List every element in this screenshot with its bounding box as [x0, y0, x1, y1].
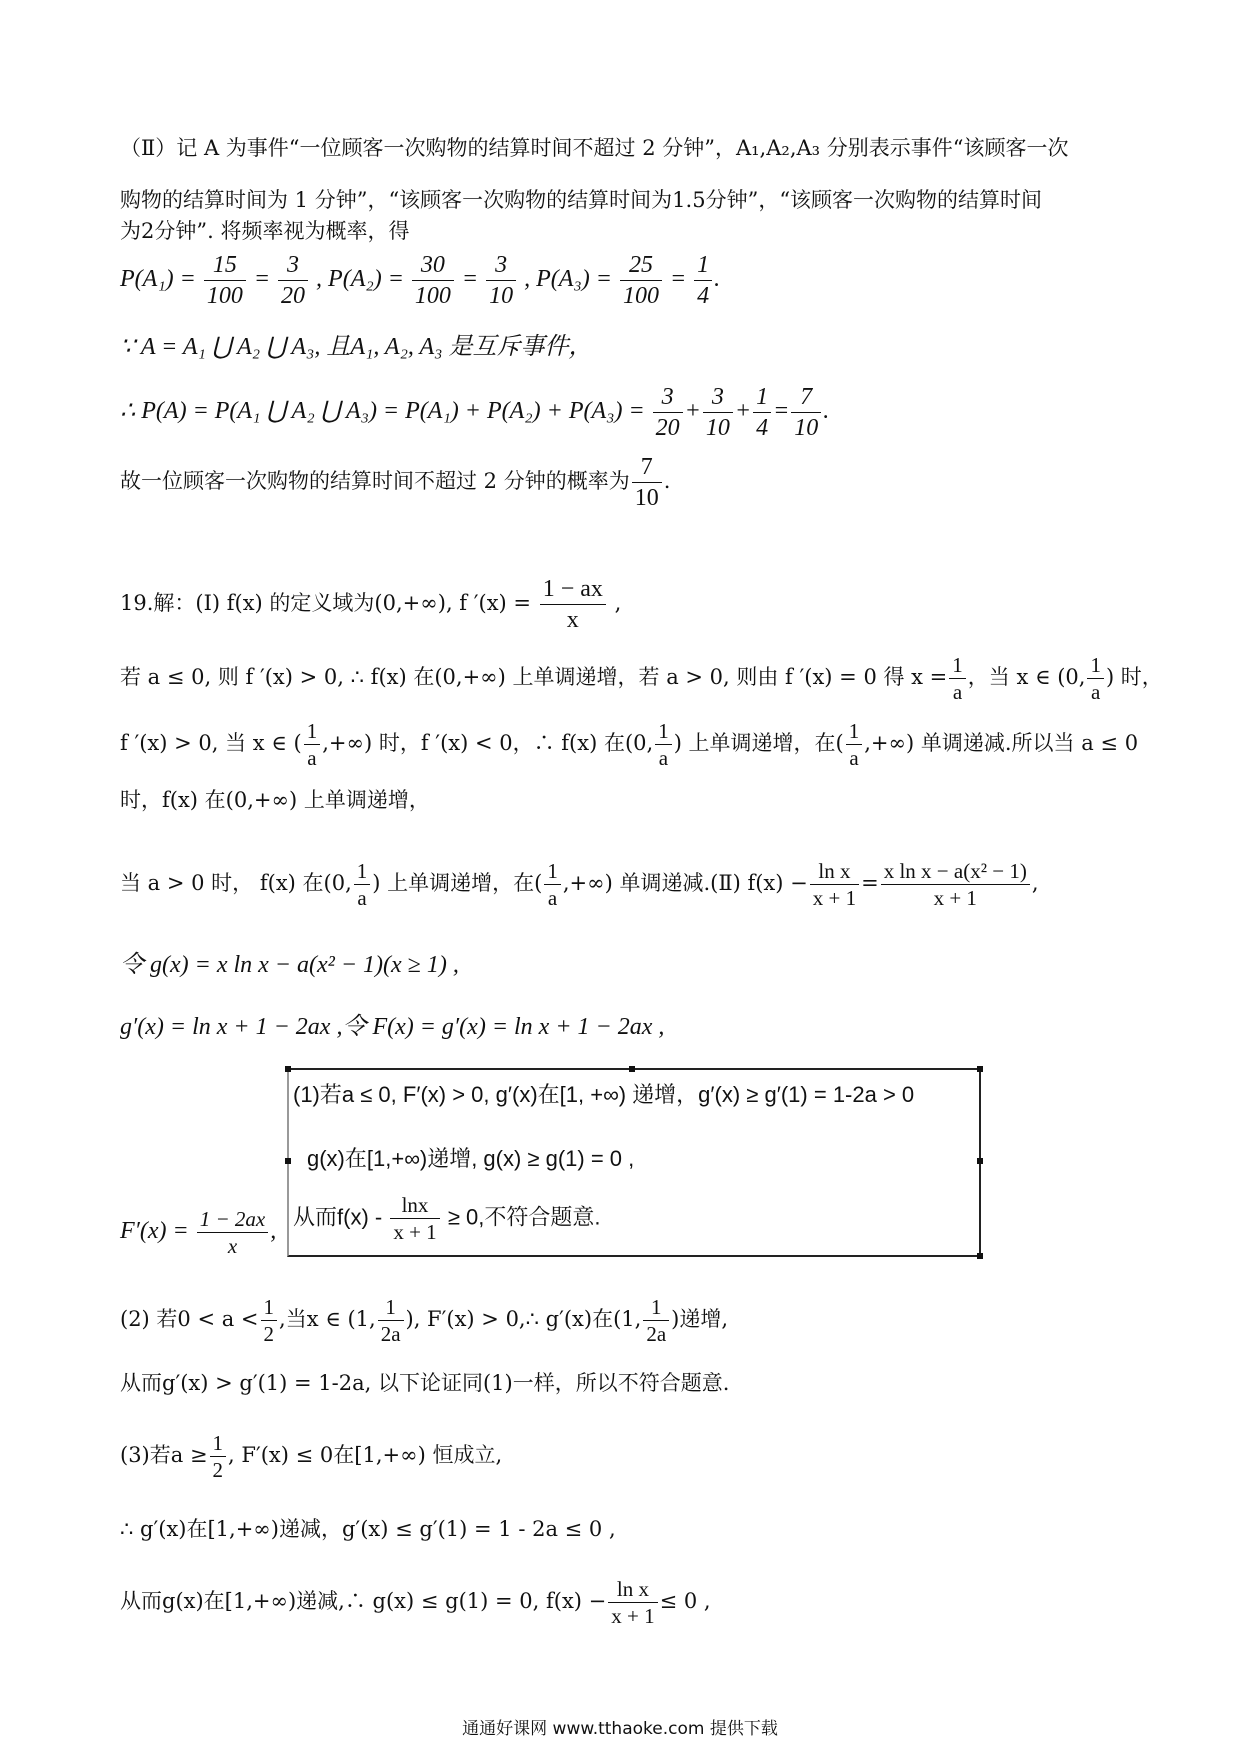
fraction	[810, 858, 859, 911]
numerator: 1	[378, 1294, 404, 1321]
text-segment: ,当x ∈ (1,	[279, 1307, 376, 1331]
case-three-line	[120, 1430, 502, 1483]
fraction	[632, 452, 662, 513]
denominator: 100	[414, 283, 451, 309]
numerator: 15	[204, 250, 246, 281]
fraction	[703, 382, 733, 443]
denominator: x	[227, 1234, 238, 1258]
denominator: 4	[756, 415, 769, 441]
numerator: 3	[486, 250, 516, 281]
text-segment: ≤ 0 ,	[659, 1589, 711, 1613]
numerator: 7	[632, 452, 662, 483]
text-segment: )递增,	[671, 1307, 729, 1331]
text-segment: =	[861, 871, 879, 895]
part2-line-2: 购物的结算时间为 1 分钟”，“该顾客一次购物的结算时间为1.5分钟”，“该顾客一次购物的结算时间	[120, 188, 1043, 212]
case-two-line	[120, 1294, 728, 1347]
denominator: x + 1	[393, 1220, 437, 1244]
denominator: 2a	[646, 1322, 667, 1346]
numerator: 1 − 2ax	[197, 1206, 269, 1233]
fraction	[949, 652, 966, 705]
denominator: x	[566, 607, 579, 633]
denominator: 100	[622, 283, 659, 309]
text-segment: 从而f(x) -	[293, 1204, 383, 1230]
numerator: 1	[544, 858, 561, 885]
q19-line-5	[120, 858, 1039, 911]
fraction	[210, 1430, 227, 1483]
fraction	[655, 718, 672, 771]
fraction	[694, 250, 712, 311]
denominator: 10	[489, 283, 514, 309]
numerator: 1	[846, 718, 863, 745]
box-line-1: (1)若a ≤ 0, F′(x) > 0, g′(x)在[1, +∞) 递增，g′(x) ≥ g′(1) = 1-2a > 0	[293, 1082, 915, 1107]
text-segment: F′(x) =	[120, 1218, 189, 1245]
total-probability-line: ∴ P(A) = P(A₁ ⋃ A₂ ⋃ A₃) = P(A₁) + P(A₂) + P(A₃) = $\frac{3}{20}$ + $\frac{3}{10}$ + $\frac{1}{4}$ = $\frac{7}{10}$ .	[120, 384, 830, 441]
denominator: 4	[697, 283, 710, 309]
fraction	[197, 1206, 269, 1259]
text-segment: ), F′(x) > 0,∴ g′(x)在(1,	[405, 1307, 642, 1331]
numerator: 3	[278, 250, 308, 281]
fraction	[412, 250, 454, 311]
q19-line-3	[120, 718, 1138, 771]
q19-line-1: 19.解：(Ⅰ) f(x) 的定义域为(0,+∞), f ′(x) = $\frac{1 - ax}{x}$ ,	[120, 576, 622, 633]
probability-values: P(A₁) = $\frac{15}{100}$ = $\frac{3}{20}$ , P(A₂) = $\frac{30}{100}$ = $\frac{3}{10}$ , P(A₃) = $\frac{25}{100}$ = $\frac{1}{4}$ .	[120, 252, 721, 309]
fraction	[608, 1576, 657, 1629]
denominator: 2a	[380, 1322, 401, 1346]
text-segment: ,+∞) 单调递减.所以当 a ≤ 0	[864, 731, 1139, 755]
numerator: 1	[261, 1294, 278, 1321]
denominator: x + 1	[812, 886, 857, 910]
text-segment: 若 a ≤ 0, 则 f ′(x) > 0, ∴ f(x) 在(0,+∞) 上单调递增，若 a > 0, 则由 f ′(x) = 0 得 x =	[120, 665, 948, 689]
case-three-decreasing: ∴ g′(x)在[1,+∞)递减，g′(x) ≤ g′(1) = 1 - 2a ≤ 0 ,	[120, 1517, 616, 1541]
page-footer: 通通好课网 www.tthaoke.com 提供下载	[462, 1719, 778, 1739]
fraction	[544, 858, 561, 911]
text-segment: f ′(x) > 0, 当 x ∈ (	[120, 731, 302, 755]
denominator: 2	[263, 1322, 275, 1346]
denominator: 2	[212, 1458, 224, 1482]
numerator: 1	[643, 1294, 669, 1321]
part2-line-3: 为2分钟”. 将频率视为概率，得	[120, 219, 410, 243]
fraction	[204, 250, 246, 311]
conclusion-line: 故一位顾客一次购物的结算时间不超过 2 分钟的概率为 $\frac{7}{10}$ .	[120, 454, 671, 511]
text-segment: 从而g(x)在[1,+∞)递减,∴ g(x) ≤ g(1) = 0, f(x) −	[120, 1589, 607, 1613]
fraction	[1087, 652, 1104, 705]
fraction	[881, 858, 1030, 911]
mutually-exclusive-line: ∵ A = A₁ ⋃ A₂ ⋃ A₃, 且A₁, A₂, A₃ 是互斥事件，	[120, 334, 593, 360]
numerator: 30	[412, 250, 454, 281]
text-segment: ≥ 0,不符合题意.	[447, 1204, 601, 1230]
denominator: 10	[794, 415, 819, 441]
denominator: 100	[206, 283, 243, 309]
denominator: a	[658, 746, 669, 770]
box-line-3	[293, 1192, 600, 1245]
resize-handle[interactable]	[977, 1066, 983, 1072]
case-two-followup: 从而g′(x) > g′(1) = 1-2a, 以下论证同(1)一样，所以不符合题意.	[120, 1371, 730, 1395]
fraction	[304, 718, 321, 771]
part2-line-1: （Ⅱ）记 A 为事件“一位顾客一次购物的结算时间不超过 2 分钟”，A₁,A₂,A₃ 分别表示事件“该顾客一次	[120, 136, 1069, 160]
text-segment: ,	[270, 1218, 277, 1245]
numerator: 1 − ax	[540, 574, 606, 605]
denominator: a	[547, 886, 558, 910]
fraction	[791, 382, 821, 443]
numerator: lnx	[390, 1192, 439, 1219]
resize-handle[interactable]	[285, 1158, 291, 1164]
denominator: 10	[705, 415, 730, 441]
numerator: 1	[210, 1430, 227, 1457]
fraction	[846, 718, 863, 771]
numerator: 25	[620, 250, 662, 281]
text-segment: ,	[1031, 871, 1039, 895]
resize-handle[interactable]	[285, 1066, 291, 1072]
denominator: a	[849, 746, 859, 770]
numerator: 1	[694, 250, 712, 281]
p1-label: P(A₁) =	[120, 266, 196, 293]
denominator: x + 1	[611, 1604, 655, 1628]
text-segment: ,+∞) 单调递减.(Ⅱ) f(x) −	[562, 871, 808, 895]
q19-domain-text: 19.解：(Ⅰ) f(x) 的定义域为(0,+∞), f ′(x) =	[120, 591, 532, 615]
numerator: 1	[304, 718, 321, 745]
denominator: a	[1091, 680, 1101, 704]
p2-label: , P(A₂) =	[316, 266, 404, 293]
equation-prefix: ∴ P(A) = P(A₁ ⋃ A₂ ⋃ A₃) = P(A₁) + P(A₂) + P(A₃) =	[120, 398, 645, 425]
fraction	[378, 1294, 404, 1347]
fraction	[390, 1192, 439, 1245]
numerator: 1	[354, 858, 371, 885]
text-segment: (2) 若0 < a <	[120, 1307, 259, 1331]
fraction	[753, 382, 771, 443]
p3-label: , P(A₃) =	[524, 266, 612, 293]
denominator: 20	[655, 415, 680, 441]
box-line-2: g(x)在[1,+∞)递增, g(x) ≥ g(1) = 0 ,	[307, 1146, 635, 1171]
numerator: 7	[791, 382, 821, 413]
numerator: 1	[949, 652, 966, 679]
denominator: a	[952, 680, 963, 704]
numerator: 1	[1087, 652, 1104, 679]
f-prime-line	[120, 1206, 276, 1259]
text-segment: ,+∞) 时，f ′(x) < 0，∴ f(x) 在(0,	[322, 731, 654, 755]
numerator: 3	[703, 382, 733, 413]
fraction	[261, 1294, 278, 1347]
text-segment: (3)若a ≥	[120, 1443, 208, 1467]
q19-line-4: 时，f(x) 在(0,+∞) 上单调递增，	[120, 788, 430, 812]
text-segment: 当 a > 0 时， f(x) 在(0,	[120, 871, 352, 895]
resize-handle[interactable]	[977, 1158, 983, 1164]
text-segment: , F′(x) ≤ 0在[1,+∞) 恒成立,	[228, 1443, 503, 1467]
fraction	[486, 250, 516, 311]
resize-handle[interactable]	[977, 1253, 983, 1259]
fraction	[354, 858, 371, 911]
fraction	[278, 250, 308, 311]
case-one-box	[287, 1068, 981, 1257]
numerator: 1	[655, 718, 672, 745]
fraction	[540, 574, 606, 635]
text-segment: ) 时，	[1105, 665, 1163, 689]
g-definition-line: 令 g(x) = x ln x − a(x² − 1)(x ≥ 1) ,	[120, 952, 459, 978]
denominator: 20	[281, 283, 306, 309]
fraction	[643, 1294, 669, 1347]
numerator: 3	[653, 382, 683, 413]
case-three-conclusion	[120, 1576, 711, 1629]
numerator: ln x	[810, 858, 859, 885]
denominator: a	[307, 746, 317, 770]
numerator: x ln x − a(x² − 1)	[881, 858, 1030, 885]
denominator: a	[357, 886, 367, 910]
fraction	[620, 250, 662, 311]
q19-line-2	[120, 652, 1163, 705]
denominator: 10	[634, 485, 659, 511]
numerator: 1	[753, 382, 771, 413]
text-segment: ，当 x ∈ (0,	[967, 665, 1086, 689]
denominator: x + 1	[933, 886, 977, 910]
numerator: ln x	[608, 1576, 657, 1603]
resize-handle[interactable]	[629, 1066, 635, 1072]
text-segment: ) 上单调递增，在(	[673, 731, 844, 755]
fraction	[653, 382, 683, 443]
g-derivative-line: g′(x) = ln x + 1 − 2ax ,令 F(x) = g′(x) = ln x + 1 − 2ax ,	[120, 1014, 665, 1040]
conclusion-text: 故一位顾客一次购物的结算时间不超过 2 分钟的概率为	[120, 469, 630, 493]
text-segment: ) 上单调递增，在(	[372, 871, 543, 895]
